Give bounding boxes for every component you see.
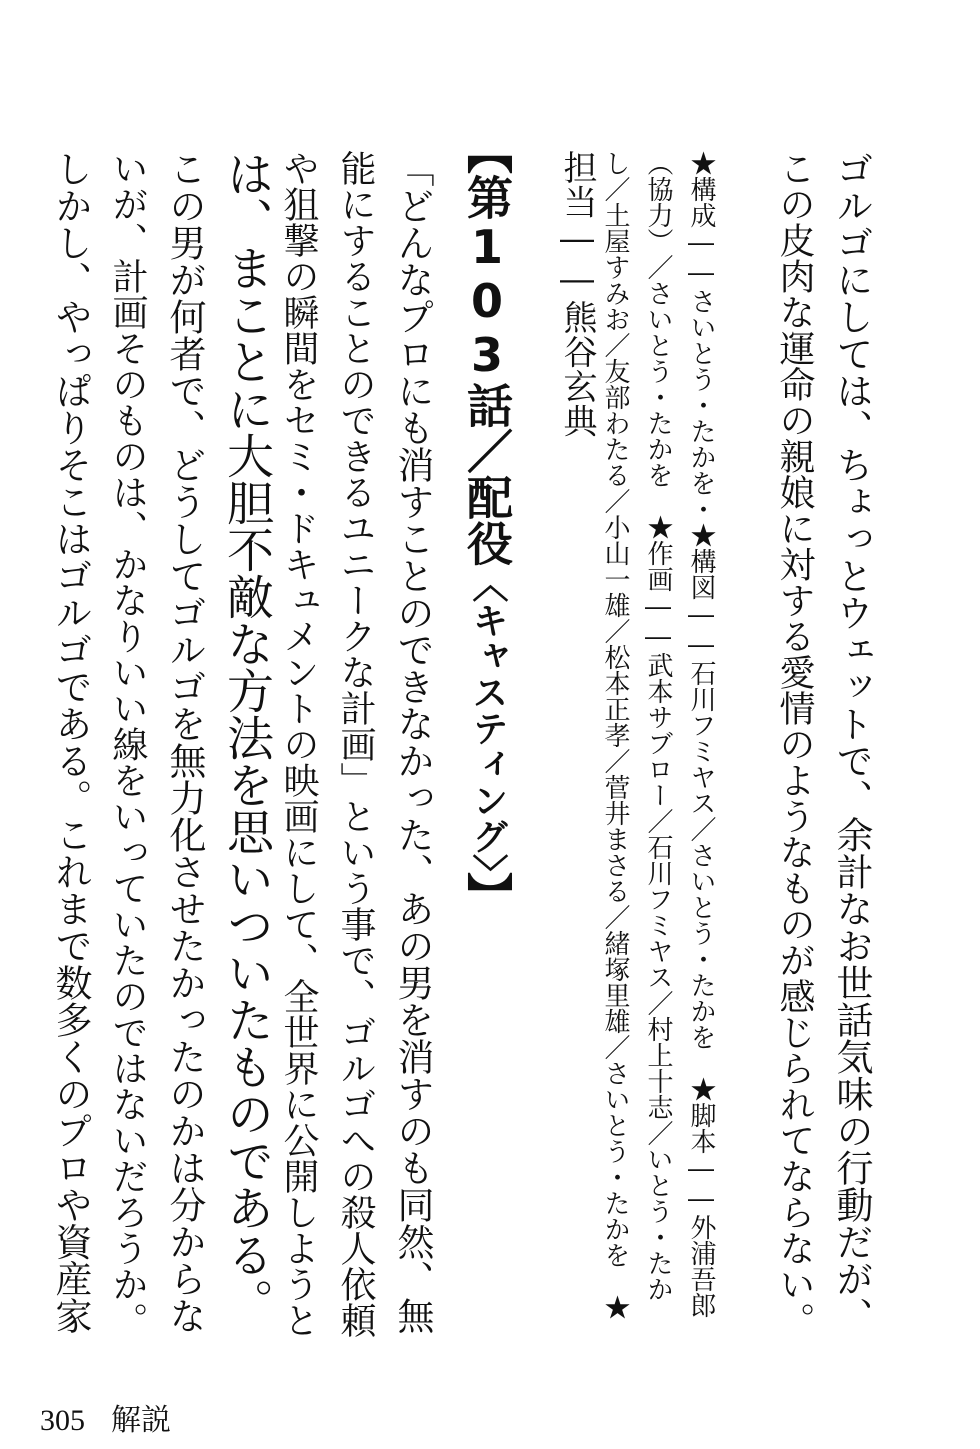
section-heading-main: 【第103話／配役 bbox=[460, 128, 514, 566]
body-line: 能にすることのできるユニークな計画」という事で、ゴルゴへの殺人依頼 bbox=[335, 150, 376, 1338]
body-line: いが、計画そのものは、かなりいい線をいっていたのではないだろうか。 bbox=[107, 150, 148, 1338]
credit-line: し／土屋すみお／友部わたる／小山一雄／松本正孝／菅井まさる／緒塚里雄／さいとう・たかを ★ bbox=[600, 150, 630, 1320]
credit-line: ★構成――さいとう・たかを・★構図――石川フミヤス／さいとう・たかを ★脚本――外浦吾郎 bbox=[686, 150, 716, 1318]
page-footer bbox=[40, 1395, 171, 1439]
body-line: 「どんなプロにも消すことのできなかった、あの男を消すのも同然、無 bbox=[391, 150, 434, 1334]
body-line: や狙撃の瞬間をセミ・ドキュメントの映画にして、全世界に公開しようと bbox=[278, 150, 319, 1338]
section-label: 解説 bbox=[111, 1404, 171, 1437]
section-heading-close: 】 bbox=[460, 872, 514, 918]
body-line: は、まことに大胆不敵な方法を思いついたものである。 bbox=[219, 150, 274, 1325]
section-heading-sub: 〈キャスティング〉 bbox=[467, 566, 508, 872]
section-heading bbox=[460, 128, 514, 918]
credit-line: 担当――熊谷玄典 bbox=[557, 150, 597, 438]
page-number: 305 bbox=[40, 1404, 85, 1437]
body-line: ゴルゴにしては、ちょっとウェットで、余計なお世話気味の行動だが、 bbox=[830, 150, 873, 1334]
credit-line: （協力）／さいとう・たかを ★作画――武本サブロー／石川フミヤス／村上十志／いとう・たか bbox=[643, 150, 673, 1302]
body-line: しかし、やっぱりそこはゴルゴである。これまで数多くのプロや資産家 bbox=[49, 150, 92, 1334]
body-line: この皮肉な運命の親娘に対する愛情のようなものが感じられてならない。 bbox=[774, 150, 815, 1338]
body-line: この男が何者で、どうしてゴルゴを無力化させたかったのかは分からな bbox=[163, 150, 206, 1334]
